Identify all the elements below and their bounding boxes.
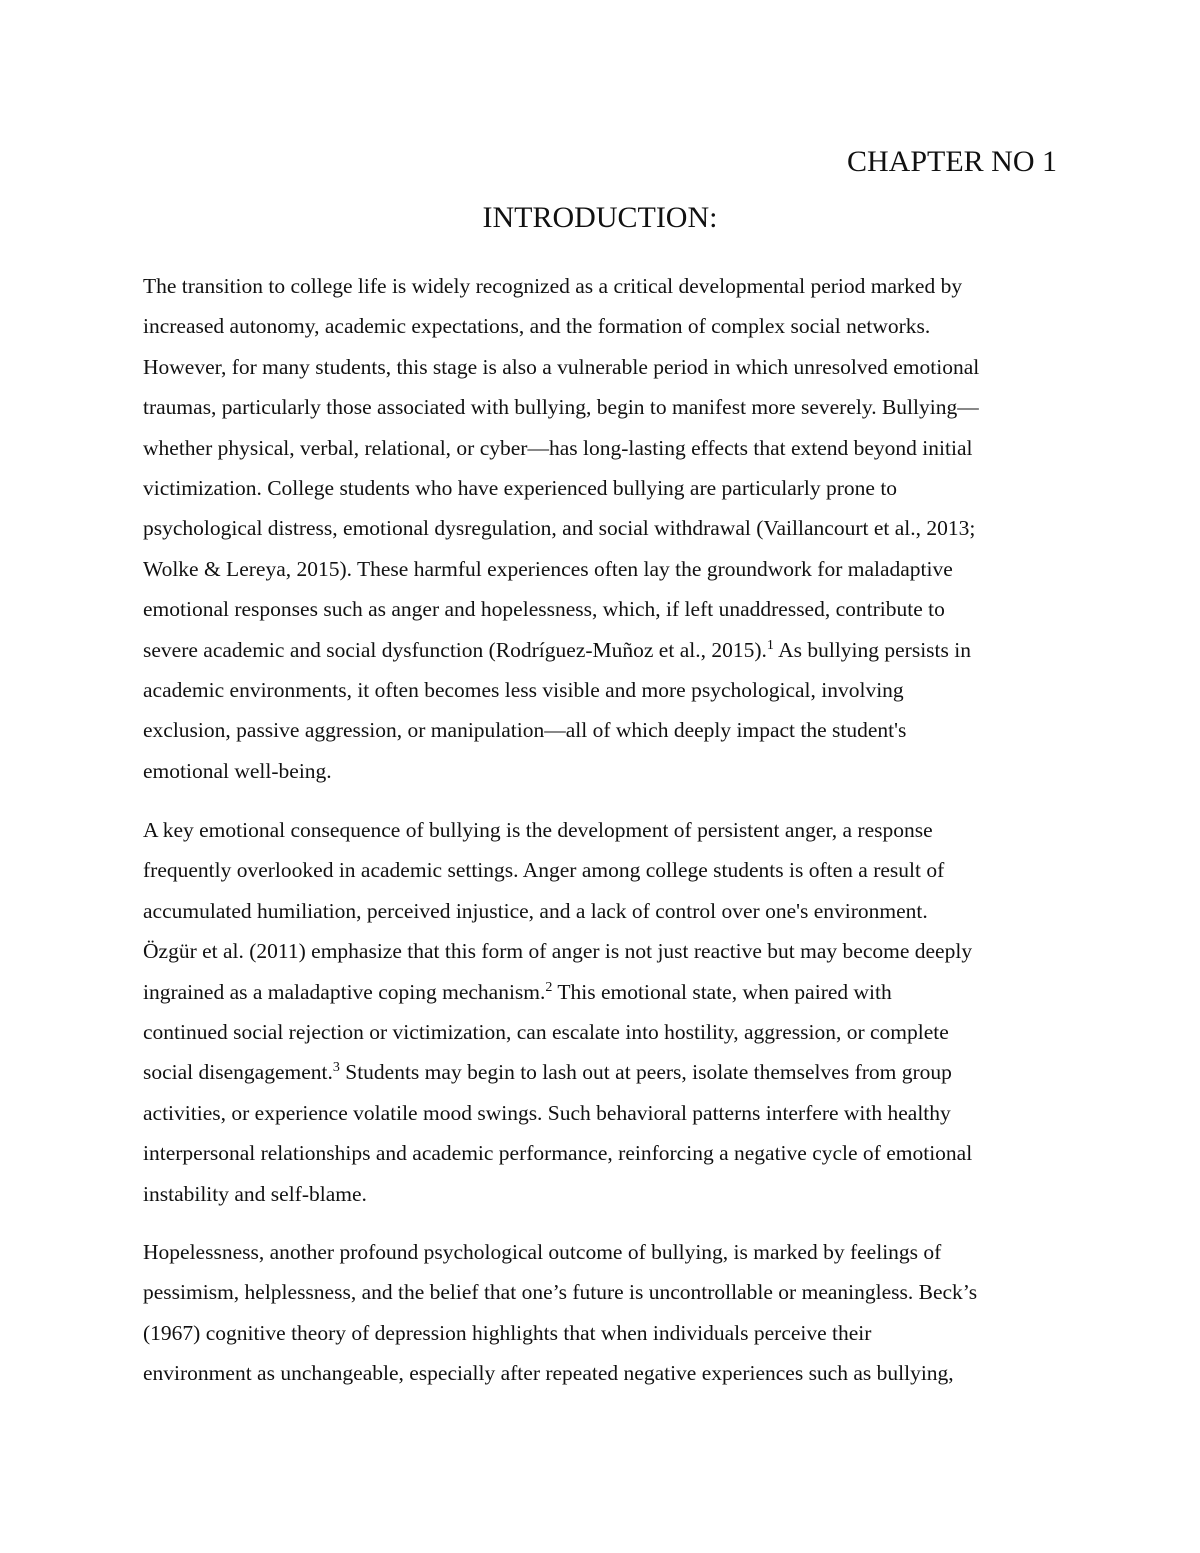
line-text: emotional responses such as anger and hopelessness, which, if left unaddressed, contribute to	[143, 597, 945, 622]
footnote-marker: 2	[545, 979, 553, 995]
line-text: (1967) cognitive theory of depression highlights that when individuals perceive their	[143, 1320, 872, 1345]
footnote-marker: 3	[332, 1060, 340, 1076]
line-text: traumas, particularly those associated with bullying, begin to manifest more severely. Bullying—	[143, 395, 979, 420]
text-line	[143, 1313, 1103, 1353]
chapter-heading: CHAPTER NO 1	[846, 145, 1057, 178]
paragraph-2	[143, 810, 1103, 1214]
text-line	[143, 931, 1103, 971]
line-text: activities, or experience volatile mood swings. Such behavioral patterns interfere with healthy	[143, 1100, 951, 1125]
section-title: INTRODUCTION:	[482, 201, 718, 234]
line-text: The transition to college life is widely recognized as a critical developmental period marked by	[143, 274, 963, 298]
text-line	[143, 468, 1103, 508]
line-text: continued social rejection or victimization, can escalate into hostility, aggression, or complete	[143, 1019, 949, 1044]
paragraph-3	[143, 1232, 1103, 1394]
text-line	[143, 1133, 1103, 1173]
line-text: accumulated humiliation, perceived injustice, and a lack of control over one's environment.	[143, 898, 928, 923]
line-text: victimization. College students who have experienced bullying are particularly prone to	[143, 475, 898, 500]
line-text-continuation: This emotional state, when paired with	[552, 979, 892, 1004]
line-text: Özgür et al. (2011) emphasize that this form of anger is not just reactive but may become deeply	[143, 939, 973, 964]
line-text: academic environments, it often becomes less visible and more psychological, involving	[143, 677, 904, 702]
line-text: exclusion, passive aggression, or manipulation—all of which deeply impact the student's	[143, 718, 907, 743]
line-text: environment as unchangeable, especially after repeated negative experiences such as bullying,	[143, 1361, 954, 1386]
text-line	[143, 1272, 1103, 1312]
text-line	[143, 850, 1103, 890]
line-text: However, for many students, this stage is also a vulnerable period in which unresolved emotional	[143, 354, 980, 379]
paragraph-1	[143, 266, 1103, 791]
line-text: ingrained as a maladaptive coping mechanism.	[143, 979, 546, 1004]
line-text: severe academic and social dysfunction (Rodríguez-Muñoz et al., 2015).	[143, 637, 767, 662]
text-line	[143, 972, 1103, 1012]
line-text-continuation: As bullying persists in	[773, 637, 971, 662]
text-line	[143, 1093, 1103, 1133]
text-line	[143, 891, 1103, 931]
line-text: A key emotional consequence of bullying is the development of persistent anger, a response	[143, 818, 933, 842]
text-line	[143, 347, 1103, 387]
line-text: instability and self-blame.	[143, 1181, 367, 1206]
text-line	[143, 589, 1103, 629]
text-line	[143, 428, 1103, 468]
line-text: social disengagement.	[143, 1060, 333, 1085]
text-line	[143, 1052, 1103, 1092]
text-line	[143, 710, 1103, 750]
text-line	[143, 306, 1103, 346]
text-line	[143, 670, 1103, 710]
text-line	[143, 630, 1103, 670]
text-line	[143, 810, 1103, 850]
line-text: whether physical, verbal, relational, or cyber—has long-lasting effects that extend beyond initial	[143, 435, 973, 460]
line-text-continuation: Students may begin to lash out at peers, isolate themselves from group	[339, 1060, 952, 1085]
footnote-marker: 1	[766, 637, 774, 653]
text-line	[143, 1012, 1103, 1052]
text-line	[143, 751, 1103, 791]
line-text: frequently overlooked in academic settings. Anger among college students is often a result of	[143, 858, 945, 883]
text-line	[143, 1353, 1103, 1393]
line-text: emotional well-being.	[143, 758, 332, 783]
text-line	[143, 387, 1103, 427]
line-text: Wolke & Lereya, 2015). These harmful experiences often lay the groundwork for maladaptive	[143, 556, 953, 581]
text-line	[143, 1174, 1103, 1214]
text-line	[143, 1232, 1103, 1272]
text-line	[143, 508, 1103, 548]
line-text: psychological distress, emotional dysregulation, and social withdrawal (Vaillancourt et al., 2013;	[143, 516, 976, 541]
line-text: pessimism, helplessness, and the belief that one’s future is uncontrollable or meaningless. Beck’s	[143, 1280, 978, 1305]
text-line	[143, 549, 1103, 589]
line-text: Hopelessness, another profound psychological outcome of bullying, is marked by feelings of	[143, 1240, 942, 1264]
line-text: interpersonal relationships and academic performance, reinforcing a negative cycle of emotional	[143, 1141, 973, 1166]
line-text: increased autonomy, academic expectations, and the formation of complex social networks.	[143, 314, 931, 339]
text-line	[143, 266, 1103, 306]
